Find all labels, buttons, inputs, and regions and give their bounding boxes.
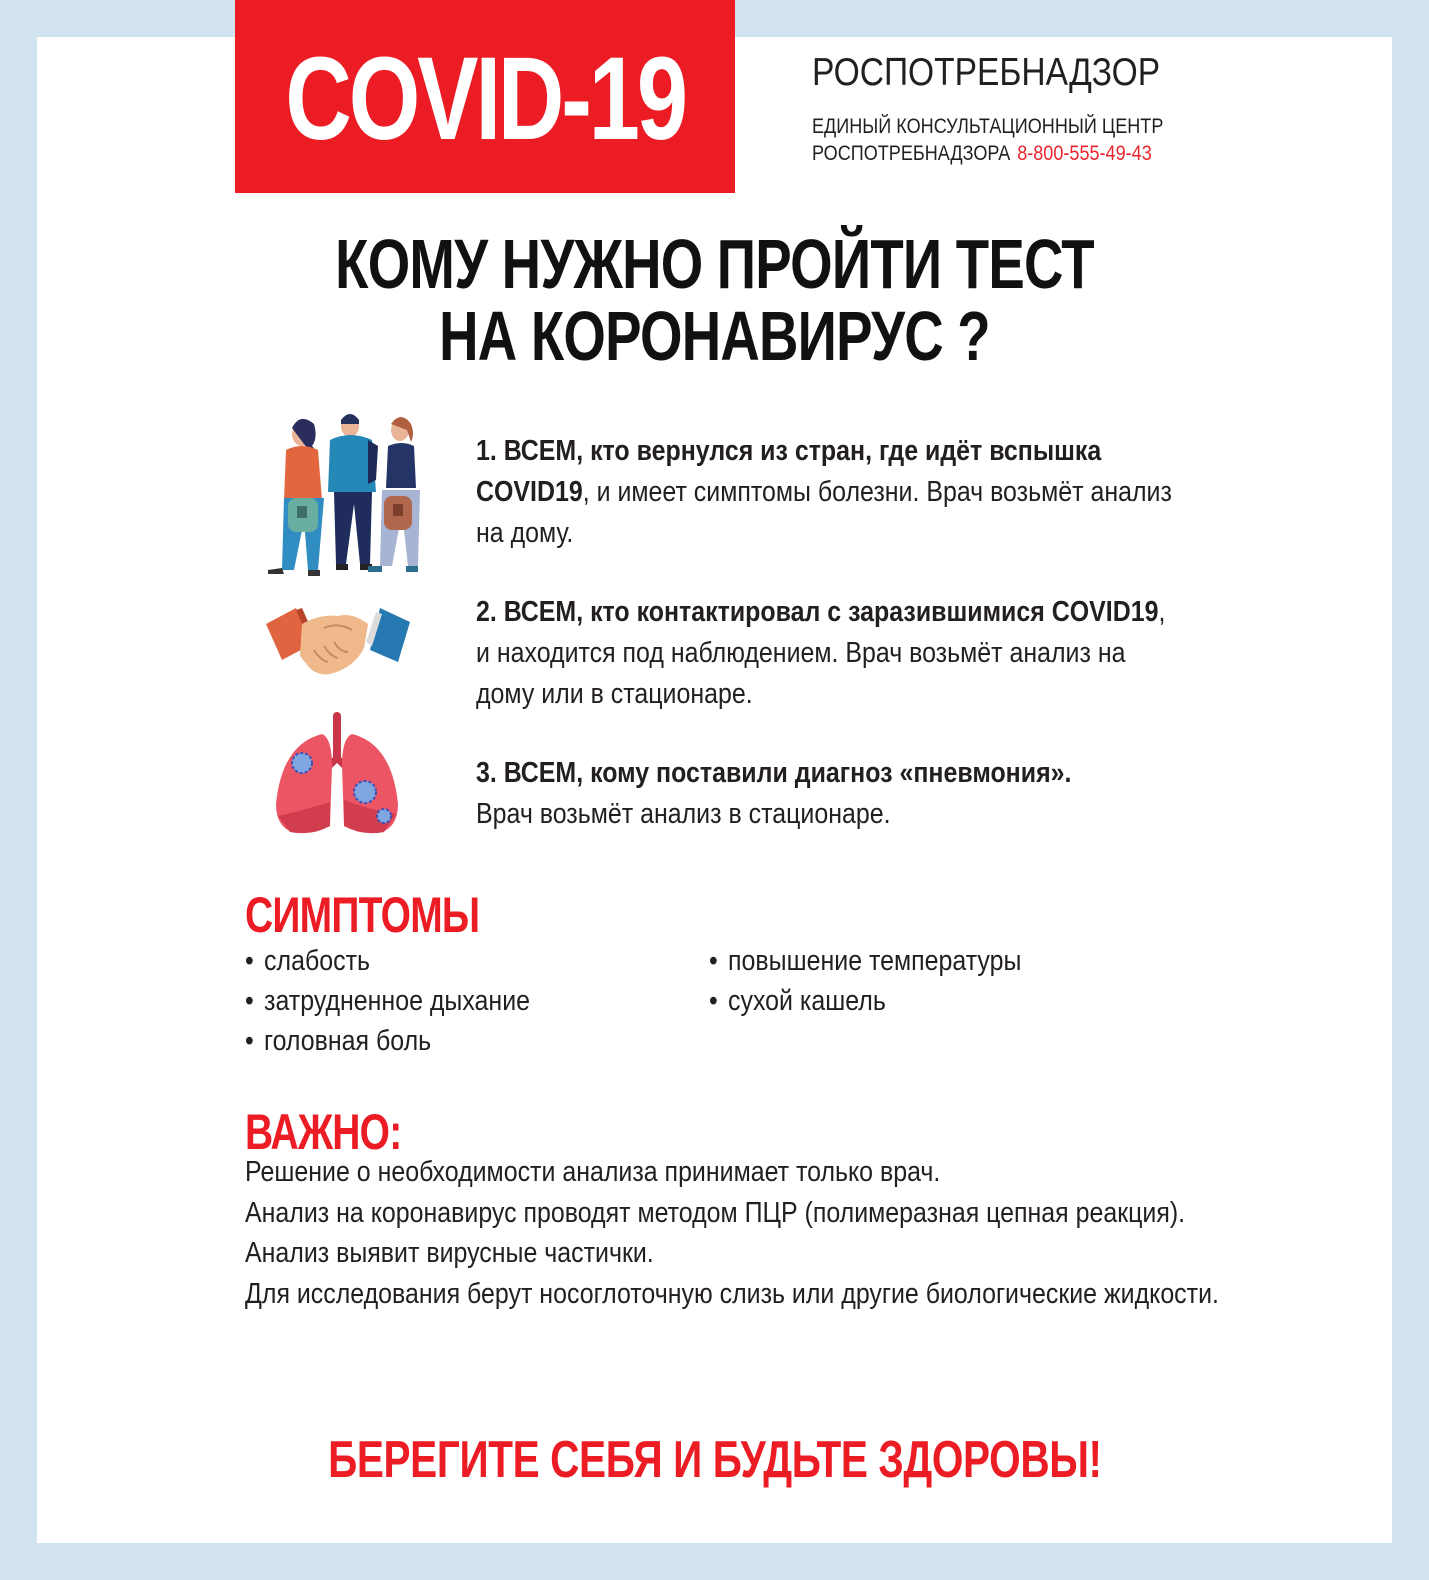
symptom-item: • сухой кашель [709,981,1021,1021]
organization-block [812,52,1172,167]
symptom-item: • слабость [245,941,530,981]
criterion-1 [476,431,1176,554]
symptoms-list-left [245,941,576,1061]
consultation-center-line: ЕДИНЫЙ КОНСУЛЬТАЦИОННЫЙ ЦЕНТР [812,114,1164,138]
symptom-item: • повышение температуры [709,941,1021,981]
criterion-1-bold: 1. ВСЕМ, кто вернулся из стран, где идёт вспышка COVID19 [476,435,1102,508]
symptoms-title: СИМПТОМЫ [245,887,480,943]
symptom-item: • затрудненное дыхание [245,981,530,1021]
title-line-1: КОМУ НУЖНО ПРОЙТИ ТЕСТ [335,225,1094,303]
organization-genitive: РОСПОТРЕБНАДЗОРА [812,141,1011,165]
important-line: Анализ на коронавирус проводят методом ПЦР (полимеразная цепная реакция). [245,1196,1186,1229]
criterion-2-bold: 2. ВСЕМ, кто контактировал с заразившимися COVID19 [476,596,1159,628]
important-text [245,1152,1245,1314]
lungs-icon [272,708,402,838]
organization-name: РОСПОТРЕБНАДЗОР [812,51,1161,94]
hotline-phone[interactable]: 8-800-555-49-43 [1017,141,1152,165]
important-title: ВАЖНО: [245,1104,402,1160]
criterion-2-text: , и находится под наблюдением. Врач возьмёт анализ на дому или в стационаре. [476,596,1166,710]
criterion-1-text: , и имеет симптомы болезни. Врач возьмёт анализ на дому. [476,476,1172,549]
criterion-3-bold: 3. ВСЕМ, кому поставили диагноз «пневмония». [476,757,1072,789]
travelers-icon [250,410,430,580]
page-title [0,225,1429,375]
criterion-2 [476,592,1176,715]
consultation-center-line-2 [812,140,1152,167]
important-line: Для исследования берут носоглоточную слизь или другие биологические жидкости. [245,1277,1219,1310]
important-line: Анализ выявит вирусные частички. [245,1237,654,1269]
important-line: Решение о необходимости анализа принимает только врач. [245,1156,941,1188]
symptoms-list-right [709,941,1072,1021]
title-line-2: НА КОРОНАВИРУС ? [439,297,990,375]
covid-banner [235,0,735,193]
symptom-item: • головная боль [245,1021,530,1061]
banner-title: COVID-19 [285,32,685,165]
criterion-3 [476,753,1176,835]
handshake-icon [262,602,414,682]
footer-slogan: БЕРЕГИТЕ СЕБЯ И БУДЬТЕ ЗДОРОВЫ! [327,1431,1102,1489]
footer [0,1430,1429,1490]
criterion-3-text: Врач возьмёт анализ в стационаре. [476,798,891,830]
